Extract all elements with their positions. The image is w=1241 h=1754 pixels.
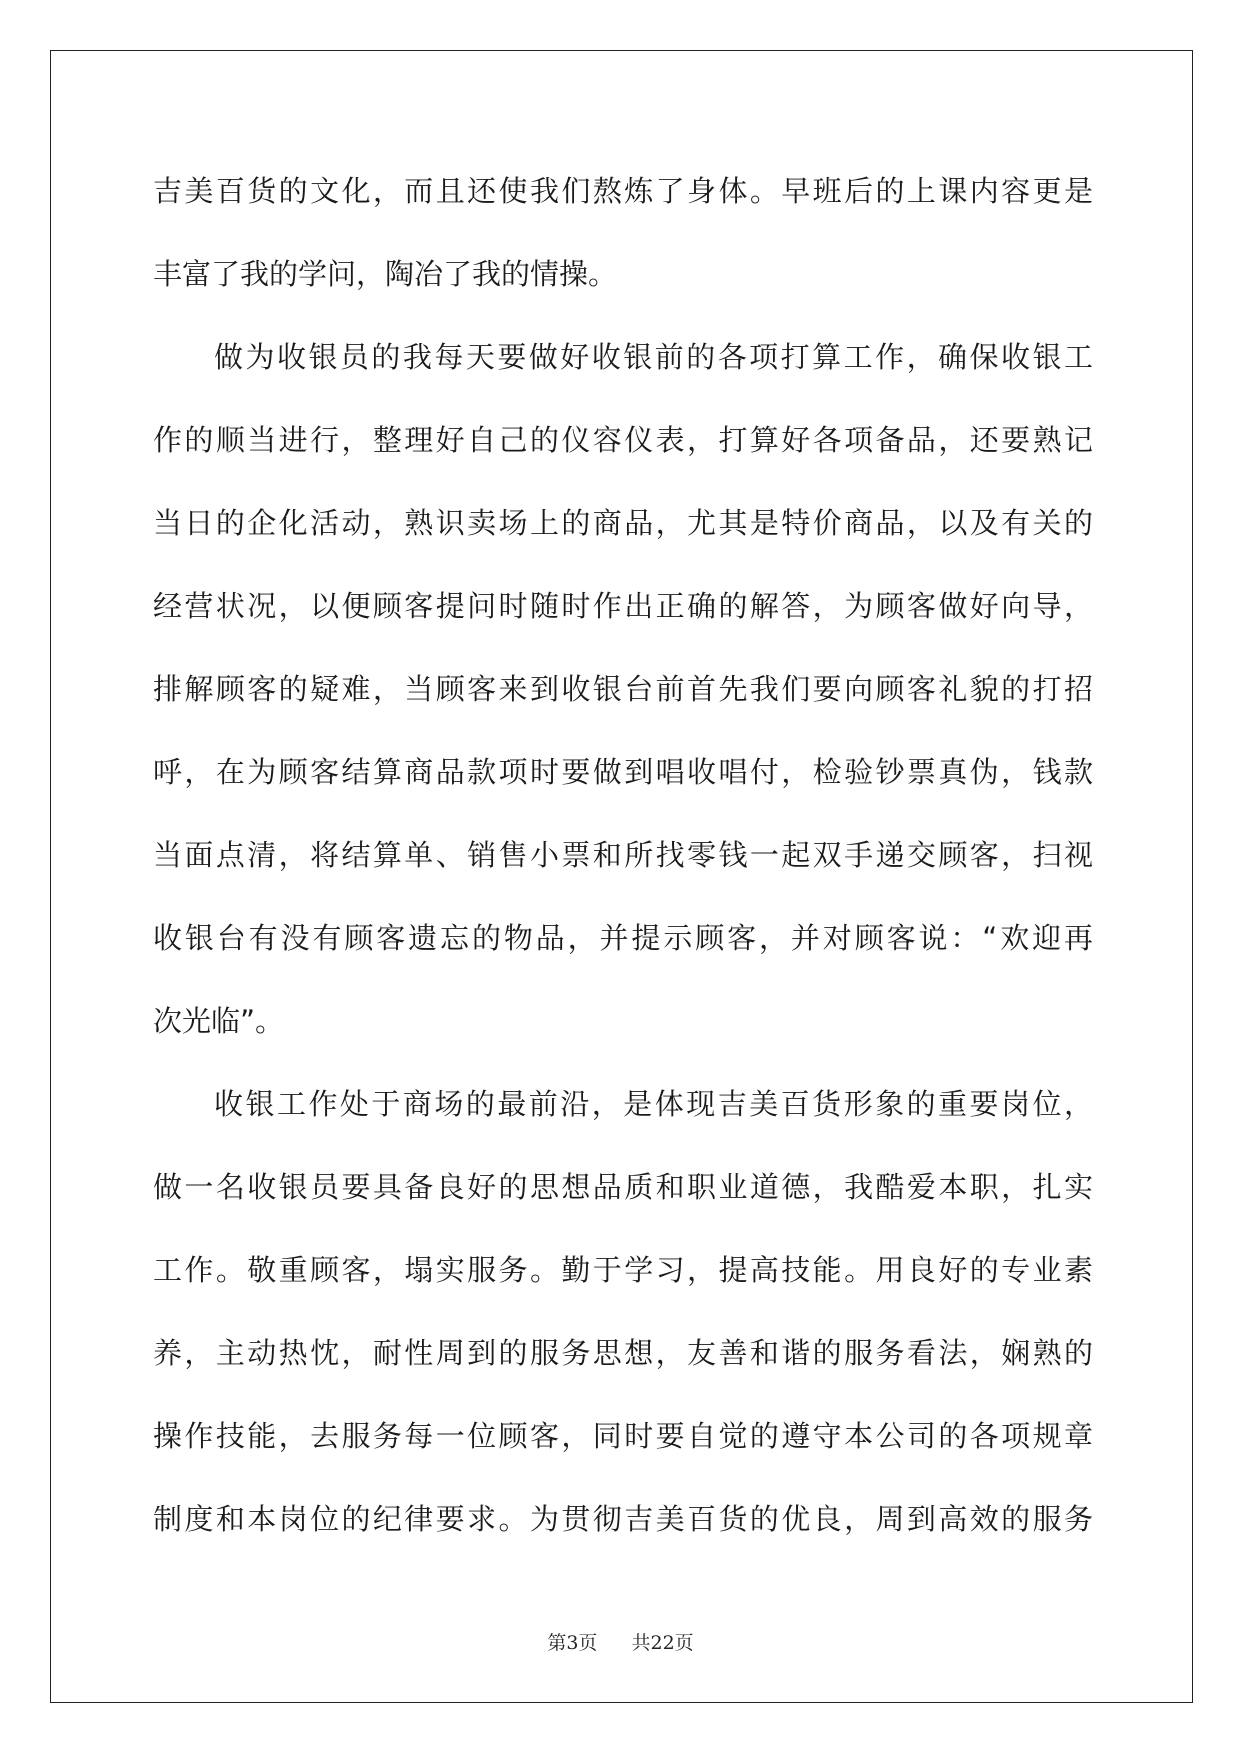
- text-line: 经营状况，以便顾客提问时随时作出正确的解答，为顾客做好向导，: [153, 589, 1093, 623]
- paragraph-1: [153, 150, 1093, 316]
- paragraph-2: [153, 316, 1093, 1063]
- text-line: 丰富了我的学问，陶冶了我的情操。: [153, 257, 618, 291]
- page-total: 共22页: [631, 1632, 694, 1654]
- text-line: 养，主动热忱，耐性周到的服务思想，友善和谐的服务看法，娴熟的: [153, 1336, 1093, 1370]
- text-line: 操作技能，去服务每一位顾客，同时要自觉的遵守本公司的各项规章: [153, 1419, 1093, 1453]
- text-line: 次光临”。: [153, 1004, 285, 1038]
- text-line: 吉美百货的文化，而且还使我们熬炼了身体。早班后的上课内容更是: [153, 174, 1093, 208]
- text-line: 工作。敬重顾客，塌实服务。勤于学习，提高技能。用良好的专业素: [153, 1253, 1093, 1287]
- text-line: 排解顾客的疑难，当顾客来到收银台前首先我们要向顾客礼貌的打招: [153, 672, 1093, 706]
- page-number: 第3页: [547, 1632, 598, 1654]
- text-line: 当日的企化活动，熟识卖场上的商品，尤其是特价商品，以及有关的: [153, 506, 1093, 540]
- text-line: 收银工作处于商场的最前沿，是体现吉美百货形象的重要岗位，: [214, 1087, 1093, 1121]
- page-footer: [0, 1628, 1241, 1655]
- text-line: 做一名收银员要具备良好的思想品质和职业道德，我酷爱本职，扎实: [153, 1170, 1093, 1204]
- text-line: 做为收银员的我每天要做好收银前的各项打算工作，确保收银工: [214, 340, 1093, 374]
- text-line: 作的顺当进行，整理好自己的仪容仪表，打算好各项备品，还要熟记: [153, 423, 1093, 457]
- paragraph-3: [153, 1063, 1093, 1561]
- text-line: 当面点清，将结算单、销售小票和所找零钱一起双手递交顾客，扫视: [153, 838, 1093, 872]
- text-line: 收银台有没有顾客遗忘的物品，并提示顾客，并对顾客说：“欢迎再: [153, 921, 1093, 955]
- text-line: 呼，在为顾客结算商品款项时要做到唱收唱付，检验钞票真伪，钱款: [153, 755, 1093, 789]
- text-line: 制度和本岗位的纪律要求。为贯彻吉美百货的优良，周到高效的服务: [153, 1502, 1093, 1536]
- document-body: [153, 150, 1093, 1561]
